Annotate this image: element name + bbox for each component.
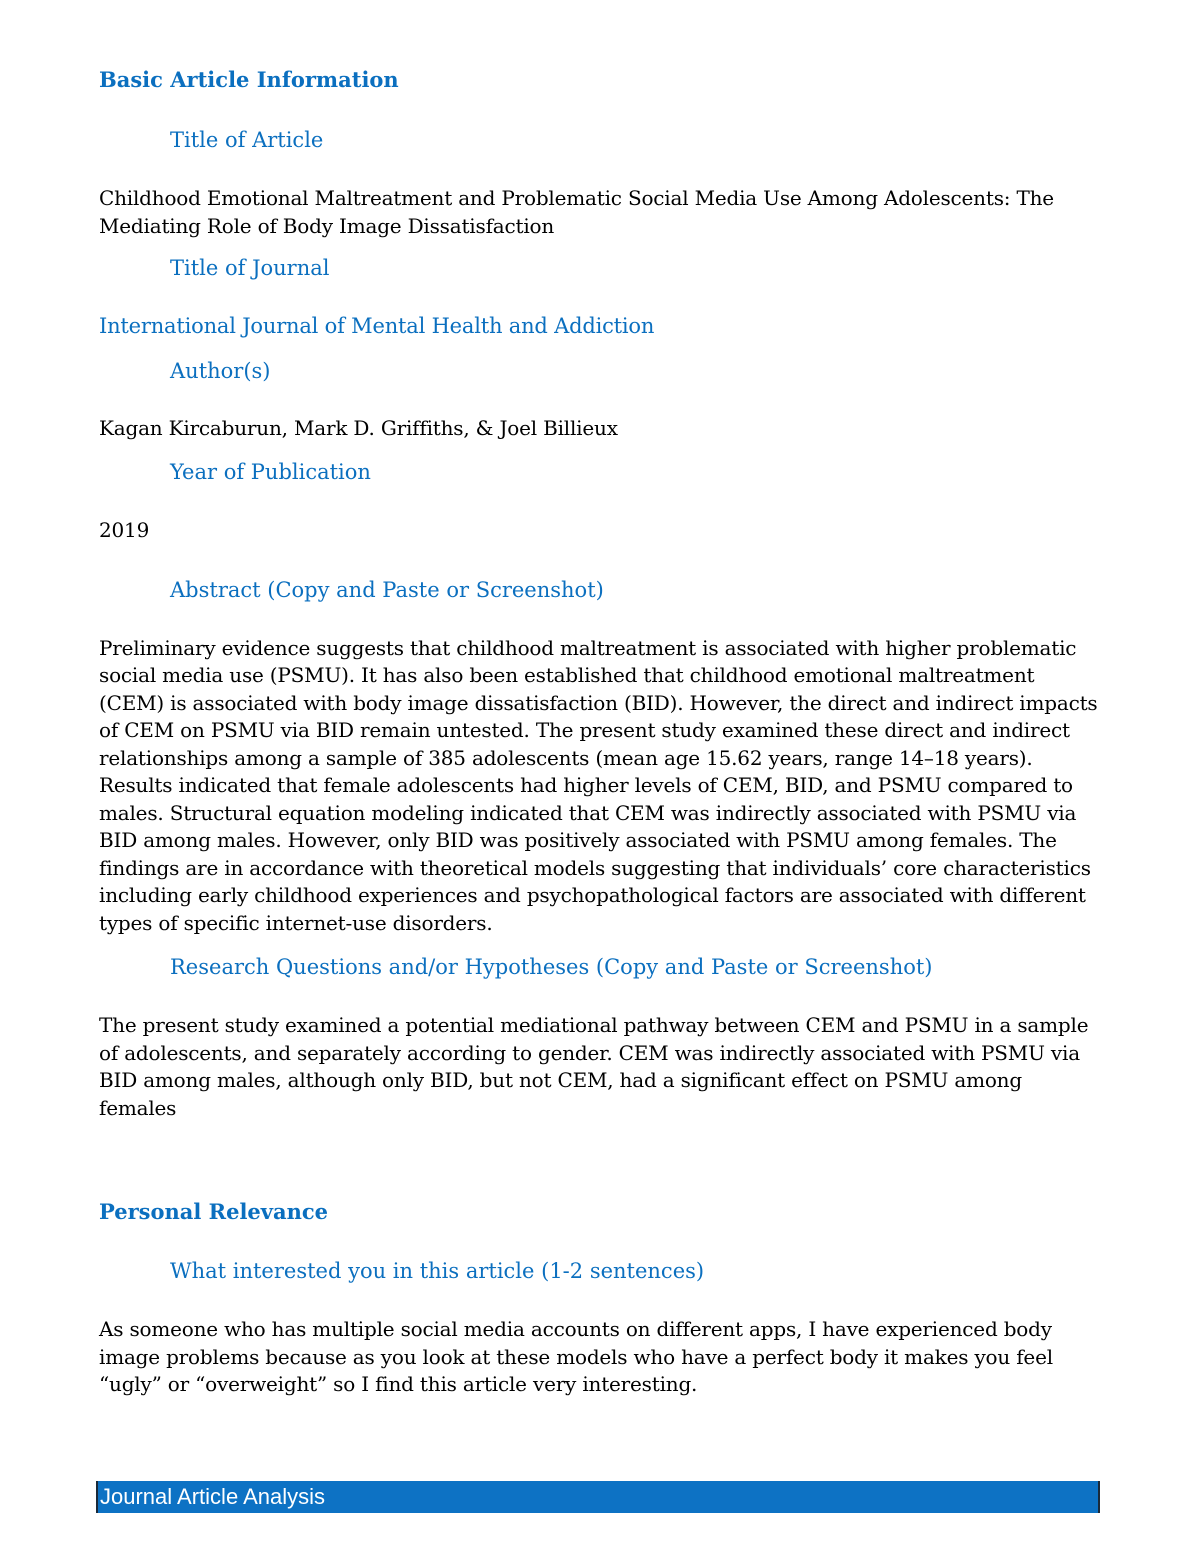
abstract-label: Abstract (Copy and Paste or Screenshot) [170,577,604,602]
footer-label: Journal Article Analysis [100,1484,325,1509]
basic-info-heading: Basic Article Information [99,67,399,92]
interest-label: What interested you in this article (1-2 sentences) [170,1259,705,1283]
interest-value: As someone who has multiple social media accounts on different apps, I have experienced body image problems because as you look at these models who have a perfect body it makes you feel “ugly” or “overweight” so I find this article very interesting. [99,1317,1053,1396]
title-of-journal-label: Title of Journal [170,256,330,280]
authors-value: Kagan Kircaburun, Mark D. Griffiths, & Joel Billieux [99,415,618,440]
footer-bar [96,1481,1100,1513]
authors-label: Author(s) [170,358,271,383]
year-of-publication-label: Year of Publication [170,460,371,484]
year-of-publication-value: 2019 [99,518,150,542]
research-questions-label: Research Questions and/or Hypotheses (Copy and Paste or Screenshot) [170,955,933,979]
abstract-value: Preliminary evidence suggests that childhood maltreatment is associated with higher problematic social media use (PSMU). It has also been established that childhood emotional maltreatment (CEM) is associated with body image dissatisfaction (BID). However, the direct and indirect impacts of CEM on PSMU via BID remain untested. The present study examined these direct and indirect relationships among a sample of 385 adolescents (mean age 15.62 years, range 14–18 years). Results indicated that female adolescents had higher levels of CEM, BID, and PSMU compared to males. Structural equation modeling indicated that CEM was indirectly associated with PSMU via BID among males. However, only BID was positively associated with PSMU among females. The findings are in accordance with theoretical models suggesting that individuals’ core characteristics including early childhood experiences and psychopathological factors are associated with different types of specific internet-use disorders. [99,635,1098,935]
personal-relevance-heading: Personal Relevance [99,1199,329,1224]
research-questions-value: The present study examined a potential mediational pathway between CEM and PSMU in a sample of adolescents, and separately according to gender. CEM was indirectly associated with PSMU via BID among males, although only BID, but not CEM, had a significant effect on PSMU among females [99,1013,1089,1120]
title-of-article-value: Childhood Emotional Maltreatment and Problematic Social Media Use Among Adolescents: The Mediating Role of Body Image Dissatisfaction [99,186,1054,238]
document-page [99,66,1099,1399]
title-of-article-label: Title of Article [170,128,324,152]
title-of-journal-value: International Journal of Mental Health and Addiction [99,314,655,338]
